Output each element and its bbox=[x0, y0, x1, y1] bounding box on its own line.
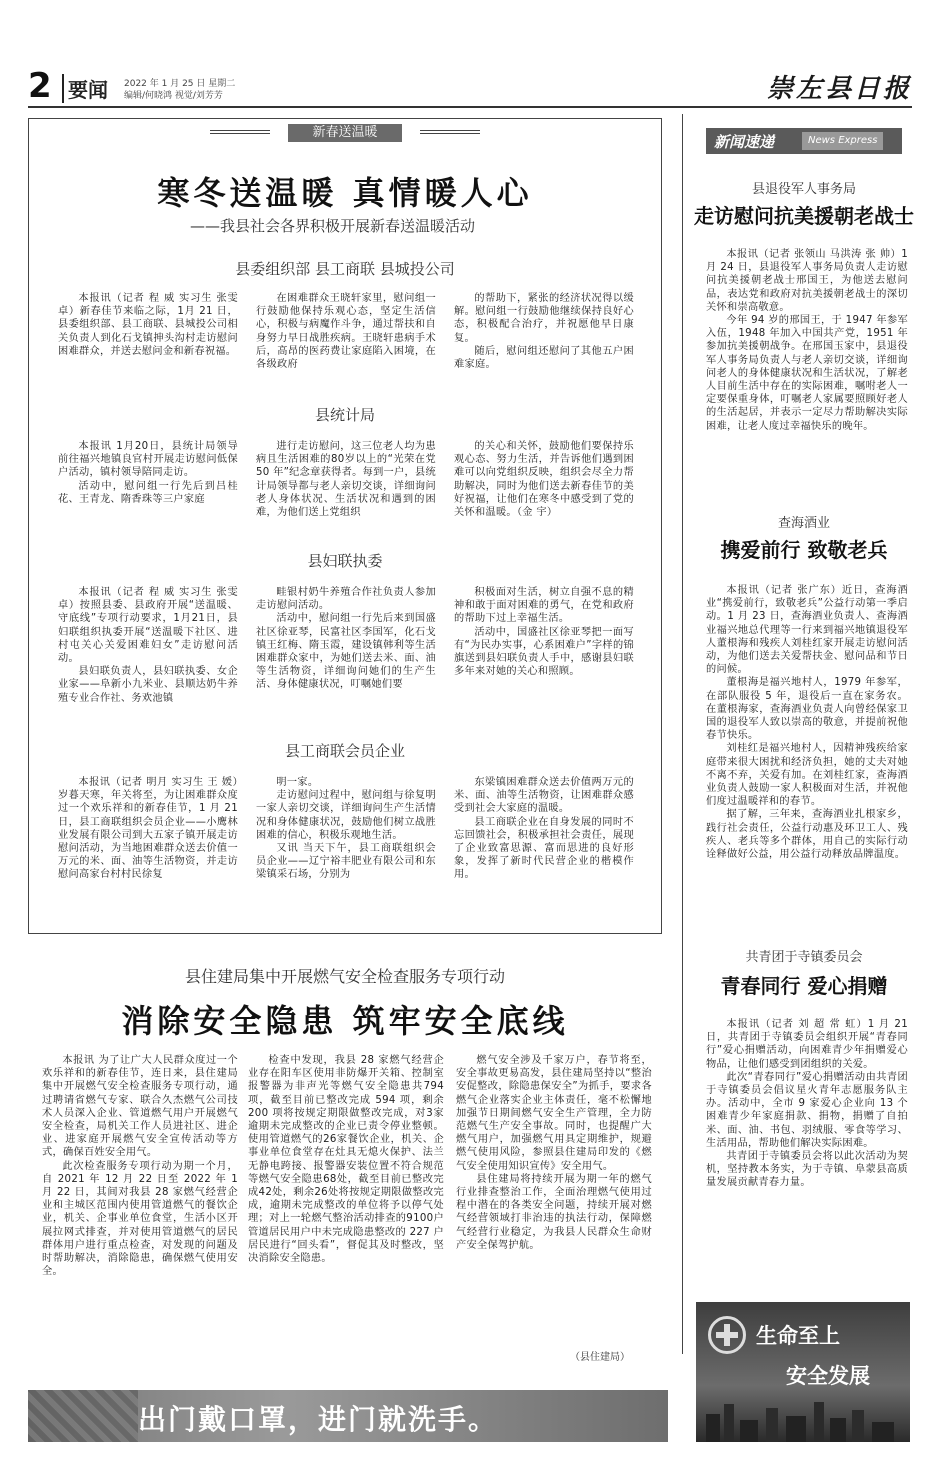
paragraph: 进行走访慰问，这三位老人均为患病且生活困难的80岁以上的“光荣在党 50 年”纪念章获得者。每到一户，县统计局领导都与老人亲切交谈，详细询问老人身体状况、生活状况和遇到的困难，为他们送上党组织 bbox=[256, 441, 436, 519]
paragraph: 东梁镇困难群众送去价值两万元的米、面、油等生活物资，让困难群众感受到社会大家庭的温暖。 bbox=[454, 777, 634, 815]
cross-icon bbox=[708, 1316, 746, 1354]
section-head-1: 县委组织部 县工商联 县城投公司 bbox=[235, 260, 455, 278]
masthead: 崇左县日报 bbox=[766, 74, 912, 104]
s4-col2 bbox=[256, 776, 436, 882]
section-head-3: 县妇联执委 bbox=[307, 552, 383, 570]
paragraph: 本报讯 为了让广大人民群众度过一个欢乐祥和的新春佳节，连日来，县住建局集中开展燃气安全检查服务专项行动，通过聘请省燃气专家、联合久杰燃气公司技术人员深入企业、管道燃气用户开展燃气安全检查，局机关工作人员进社区、进企业、进家庭开展燃气安全宣传活动等方式，确保百姓安全用气。 bbox=[42, 1055, 238, 1159]
news2-kicker: 查海酒业 bbox=[777, 516, 830, 531]
paragraph: 随后，慰问组还慰问了其他五户困难家庭。 bbox=[454, 345, 634, 371]
news2-title: 携爱前行 致敬老兵 bbox=[720, 538, 888, 562]
sidebar-label: 新闻速递 bbox=[714, 133, 775, 151]
sidebar-label-en: News Express bbox=[802, 132, 883, 150]
paragraph: 共青团于寺镇委员会将以此次活动为契机，坚持教本务实，为于寺镇、阜蒙县高质量发展贡献青春力量。 bbox=[706, 1151, 908, 1189]
skyline bbox=[696, 1398, 910, 1442]
banner-text: 出门戴口罩，进门就洗手。 bbox=[138, 1403, 499, 1436]
paragraph: 本报讯（记者 张领山 马洪涛 张 帅）1 月 24 日，县退役军人事务局负责人走访慰问抗美援朝老战士邢国王，为他送去慰问品，表达党和政府对抗美援朝老战士的深切关怀和崇高敬意。 bbox=[706, 249, 908, 313]
paragraph: 本报讯（记者 程 威 实习生 张雯卓）新春佳节来临之际，1月 21 日，县委组织部、县工商联、县城投公司相关负责人到化石戈镇抻头沟村走访慰问困难群众，并送去慰问金和新春祝福。 bbox=[58, 293, 238, 357]
editors: 编辑/何晓鸿 视觉/刘芳芳 bbox=[124, 91, 223, 101]
news1-body bbox=[706, 248, 908, 433]
s2-col3 bbox=[454, 440, 634, 519]
paragraph: 县妇联负责人，县妇联执委、女企业家——阜新小九米业、县顺达奶牛养殖专业合作社、务欢池镇 bbox=[58, 666, 238, 704]
paragraph: 刘桂红是福兴地村人，因精神残疾给家庭带来很大困扰和经济负担，她的丈夫对她不离不弃，关爱有加。在刘桂红家，查海酒业负责人鼓励一家人积极面对生活，并祝他们度过温暖祥和的春节。 bbox=[706, 743, 908, 808]
paragraph: 此次“青春同行”爱心捐赠活动由共青团于寺镇委员会倡议星火青年志愿服务队主办。活动中，全市 9 家爱心企业向 13 个困难青少年家庭捐款、捐物，捐赠了自拍米、面、油、书包、羽绒服、零食等学习、生活用品，帮助他们解决实际困难。 bbox=[706, 1071, 908, 1149]
paragraph: 活动中，国盛社区徐亚琴把一面写有“为民办实事，心系困难户”字样的锦旗送到县妇联负责人手中，感谢县妇联多年来对她的关心和照顾。 bbox=[454, 626, 634, 678]
paragraph: 此次检查服务专项行动为期一个月，自 2021 年 12 月 22 日至 2022 年 1 月 22 日，其间对我县 28 家燃气经营企业和主城区范围内使用管道燃气的餐饮企业，机关、企事业单位食堂，生活小区开展拉网式排查，并对使用管道燃气的居民群体用户进行重点检查，对发现的问题及时帮助解决，消除隐患，确保燃气使用安全。 bbox=[42, 1160, 238, 1278]
tag-bar bbox=[210, 124, 480, 142]
paragraph: 本报讯（记者 明月 实习生 王 媛）岁暮天寒，年关将至，为让困难群众度过一个欢乐祥和的新春佳节，1 月 21 日，县工商联组织会员企业——小鹰林业发展有限公司到大五家子镇开展走访慰问活动，为当地困难群众送去价值一万元的米、面、油等生活物资，并走访慰问高家台村村民徐复 bbox=[58, 777, 238, 881]
paragraph: 活动中，慰问组一行先后来到国盛社区徐亚琴，民富社区李国军，化石戈镇王红梅、隋玉霞，建设镇韩利等生活困难群众家中，为她们送去米、面、油等生活物资，详细询问她们的生产生活、身体健康状况，叮嘱她们要 bbox=[256, 613, 436, 691]
section-head-2: 县统计局 bbox=[314, 406, 375, 424]
paragraph: 本报讯（记者 张广东）近日，查海酒业“携爱前行，致敬老兵”公益行动第一季启动。1 月 23 日，查海酒业负责人、查海酒业福兴地总代理等一行来到福兴地镇退役军人董根海和残疾人刘桂红家开展走访慰问活动，为他们送去关爱帮扶金、慰问品和节日的问候。 bbox=[706, 585, 908, 676]
paragraph: 县工商联企业在自身发展的同时不忘回馈社会，积极承担社会责任，展现了企业致富思源、富而思进的良好形象，发挥了新时代民营企业的楷模作用。 bbox=[454, 816, 634, 881]
ad-line-2: 安全发展 bbox=[786, 1364, 870, 1388]
s4-col3 bbox=[454, 776, 634, 882]
section-head-4: 县工商联会员企业 bbox=[284, 742, 405, 760]
paragraph: 县住建局将持续开展为期一年的燃气行业排查整治工作，全面治理燃气使用过程中潜在的各类安全问题，持续开展对燃气经营领域打非治违的执法行动，保障燃气经营行业稳定，为我县人民群众生命财产安全保驾护航。 bbox=[456, 1173, 652, 1251]
paragraph: 明一家。 bbox=[276, 777, 319, 788]
paragraph: 今年 94 岁的邢国王，于 1947 年参军入伍，1948 年加入中国共产党，1951 年参加抗美援朝战争。在邢国玉家中，县退役军人事务局负责人与老人亲切交谈，详细询问老人的身体健康状况和生活状况，了解老人目前生活中存在的实际困难，嘱咐老人一定要保重身体，叮嘱老人家属要照顾好老人的生活起居，并表示一定尽力帮助解决实际困难，让老人度过幸福快乐的晚年。 bbox=[706, 315, 908, 432]
news3-title: 青春同行 爱心捐赠 bbox=[720, 974, 888, 998]
s2-col2 bbox=[256, 440, 436, 519]
paragraph: 本报讯（记者 程 威 实习生 张雯卓）按照县委、县政府开展“送温暖、守底线”专项行动要求，1月21日，县妇联组织执委开展“送温暖下社区、进村屯关心关爱困难妇女”走访慰问活动。 bbox=[58, 587, 238, 665]
news3-kicker: 共青团于寺镇委员会 bbox=[745, 950, 863, 965]
issue-date: 2022 年 1 月 25 日 星期二 bbox=[124, 79, 236, 89]
paragraph: 检查中发现，我县 28 家燃气经营企业存在阳车区使用非防爆开关箱、控制室报警器为非声光等燃气安全隐患共794项，截至目前已整改完成 594 项，剩余 200 项将按规定期限做整改完成，对3家逾期未完成整改的企业已责令停业整顿。使用管道燃气的26家餐饮企业，机关、企事业单位食堂存在灶具无熄火保护、法兰无静电跨接、报警器安装位置不符合规范等燃气安全隐患68处，截至目前已整改完成42处，剩余26处将按规定期限做整改完成，逾期未完成整改的单位将予以停气处理；对上一轮燃气整治活动排查的9100户管道居民用户中未完成隐患整改的 227 户居民进行“回头看”，督促其及时整改，坚决消除安全隐患。 bbox=[248, 1055, 444, 1265]
gas-col2 bbox=[248, 1054, 444, 1265]
news1-title: 走访慰问抗美援朝老战士 bbox=[694, 204, 914, 228]
news2-body bbox=[706, 584, 908, 861]
paragraph: 董根海是福兴地村人，1979 年参军，在部队服役 5 年，退役后一直在家务农。在董根海家，查海酒业负责人向曾经保家卫国的退役军人致以崇高的敬意，并提前祝他春节快乐。 bbox=[706, 677, 908, 742]
bottom-banner bbox=[28, 1390, 668, 1442]
paragraph: 的关心和关怀，鼓励他们要保持乐观心态、努力生活，并告诉他们遇到困难可以向党组织反映，组织会尽全力帮助解决，同时为他们送去新春佳节的美好祝福，让他们在寒冬中感受到了党的关怀和温暖。（金 宇） bbox=[454, 441, 634, 519]
paragraph: 在困难群众王晓轩家里，慰问组一行鼓励他保持乐观心态，坚定生活信心，积极与病魔作斗争，通过帮扶和自身努力早日战胜疾病。王晓轩患病手术后，高昂的医药费让家庭陷入困境，在各级政府 bbox=[256, 293, 436, 371]
article-title: 消除安全隐患 筑牢安全底线 bbox=[121, 1002, 569, 1040]
paragraph: 据了解，三年来，查海酒业扎根家乡，践行社会责任，公益行动惠及环卫工人、残疾人、老兵等多个群体，用自己的实际行动诠释做好公益，用公益行动释放品牌温度。 bbox=[706, 809, 908, 861]
page-number: 2 bbox=[28, 66, 52, 106]
s1-col2 bbox=[256, 292, 436, 371]
paragraph: 本报讯 1月20日，县统计局领导前往福兴地镇良官村开展走访慰问低保户活动，镇村领导陪同走访。 bbox=[58, 441, 238, 479]
paragraph: 燃气安全涉及千家万户，春节将至，安全事故更易高发，县住建局坚持以“整治安促整改，除隐患保安全”为抓手，要求各燃气企业落实企业主体责任，毫不松懈地加强节日期间燃气安全生产管理，全力防范燃气生产安全事故。同时，也提醒广大燃气用户，加强燃气用具定期维护，规避燃气使用风险，参照县住建局印发的《燃气安全使用知识宣传》安全用气。 bbox=[456, 1055, 652, 1172]
s3-col1 bbox=[58, 586, 238, 705]
feature-subtitle: ——我县社会各界积极开展新春送温暖活动 bbox=[190, 217, 476, 235]
section-tag: 新春送温暖 bbox=[288, 124, 402, 142]
s3-col3 bbox=[454, 586, 634, 678]
s2-col1 bbox=[58, 440, 238, 506]
news1-kicker: 县退役军人事务局 bbox=[751, 182, 856, 197]
sidebar-divider bbox=[682, 114, 683, 1354]
paragraph: 又讯 当天下午，县工商联组织会员企业——辽宁裕丰肥业有限公司和东梁镇采石场，分别为 bbox=[256, 843, 436, 881]
ad-line-1: 生命至上 bbox=[756, 1324, 840, 1348]
paragraph: 走访慰问过程中，慰问组与徐复明一家人亲切交谈，详细询问生产生活情况和身体健康状况，鼓励他们树立战胜困难的信心，积极乐观地生活。 bbox=[256, 790, 436, 841]
gas-col1 bbox=[42, 1054, 238, 1278]
gas-col3 bbox=[456, 1054, 652, 1252]
header-rule bbox=[28, 106, 912, 108]
s4-col1 bbox=[58, 776, 238, 882]
s1-col1 bbox=[58, 292, 238, 358]
safety-ad bbox=[696, 1302, 910, 1442]
paragraph: 本报讯（记者 刘 超 常 虹）1 月 21 日，共青团于寺镇委员会组织开展“青春同行”爱心捐赠活动，向困难青少年捐赠爱心物品，让他们感受到团组织的关爱。 bbox=[706, 1019, 908, 1070]
page-header bbox=[28, 68, 912, 108]
s1-col3 bbox=[454, 292, 634, 371]
feature-title: 寒冬送温暖 真情暖人心 bbox=[157, 174, 533, 212]
article-credit: （县住建局） bbox=[570, 1352, 630, 1363]
paragraph: 活动中，慰问组一行先后到吕桂花、王青龙、隋香珠等三户家庭 bbox=[58, 480, 238, 505]
paragraph: 积极面对生活，树立自强不息的精神和敢于面对困难的勇气，在党和政府的帮助下过上幸福生活。 bbox=[454, 587, 634, 625]
paragraph: 的帮助下，紧张的经济状况得以缓解。慰问组一行鼓励他继续保持良好心态，积极配合治疗，并祝愿他早日康复。 bbox=[454, 293, 634, 344]
s3-col2 bbox=[256, 586, 436, 692]
section-name: 要闻 bbox=[62, 74, 108, 103]
paragraph: 畦银村奶牛养殖合作社负责人参加走访慰问活动。 bbox=[256, 587, 436, 612]
news3-body bbox=[706, 1018, 908, 1190]
article-kicker: 县住建局集中开展燃气安全检查服务专项行动 bbox=[184, 967, 505, 986]
sidebar-label-bar bbox=[706, 128, 902, 154]
